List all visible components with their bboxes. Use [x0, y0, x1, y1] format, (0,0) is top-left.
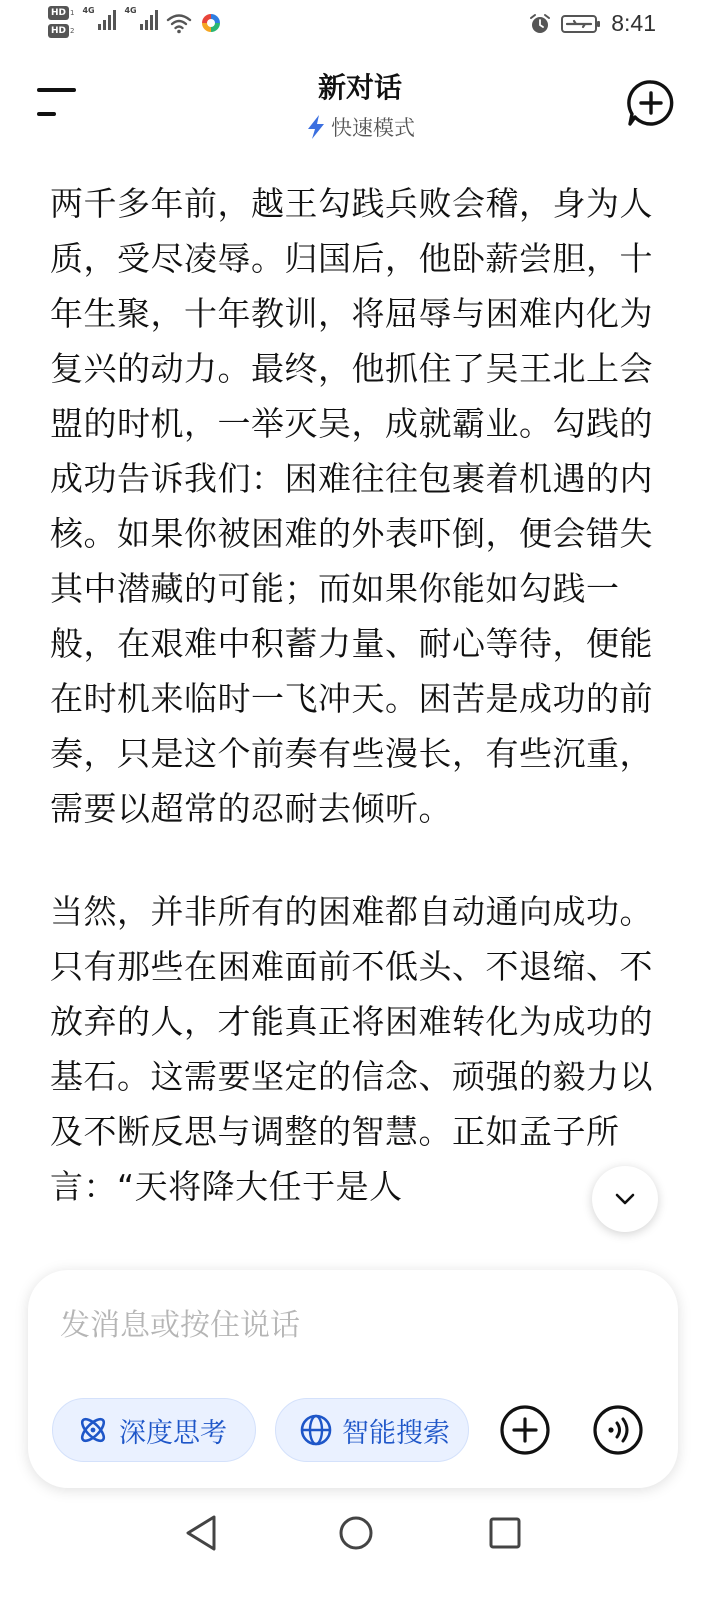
mode-selector[interactable]: [305, 112, 415, 142]
message-composer: [28, 1270, 678, 1488]
hd-badge-label: HD: [48, 24, 69, 38]
network-type-label: 4G: [82, 6, 95, 15]
signal-icon: [124, 6, 158, 30]
status-bar: [0, 0, 720, 52]
new-chat-plus-icon[interactable]: [626, 78, 676, 128]
atom-icon: [75, 1412, 111, 1448]
hd-indicators: [48, 6, 74, 38]
deep-think-label: 深度思考: [119, 1417, 227, 1449]
mode-label: 快速模式: [331, 116, 415, 140]
system-navigation-bar: [0, 1500, 720, 1600]
message-paragraph: 两千多年前，越王勾践兵败会稽，身为人质，受尽凌辱。归国后，他卧薪尝胆，十年生聚，十年教训，将屈辱与困难内化为复兴的动力。最终，他抓住了吴王北上会盟的时机，一举灭吴，成就霸业。勾践的成功告诉我们：困难往往包裹着机遇的内核。如果你被困难的外表吓倒，便会错失其中潜藏的可能；而如果你能如勾践一般，在艰难中积蓄力量、耐心等待，便能在时机来临时一飞冲天。困苦是成功的前奏，只是这个前奏有些漫长，有些沉重，需要以超常的忍耐去倾听。: [50, 184, 653, 828]
chevron-down-icon: [611, 1185, 639, 1213]
alarm-icon: [529, 13, 551, 35]
hd-icon: [48, 24, 74, 38]
status-bar-right: [529, 10, 656, 37]
status-bar-left: [48, 6, 222, 38]
title-area: [0, 66, 720, 144]
deep-think-button[interactable]: [52, 1398, 256, 1462]
message-input[interactable]: 发消息或按住说话: [60, 1308, 300, 1343]
hd-icon: [48, 6, 74, 20]
voice-call-icon[interactable]: [592, 1404, 644, 1456]
home-circle-icon[interactable]: [331, 1508, 381, 1558]
assistant-message: [50, 176, 655, 1214]
lightning-bolt-icon: [305, 114, 327, 140]
smart-search-button[interactable]: [275, 1398, 469, 1462]
signal-bars: [98, 8, 116, 30]
signal-bars: [140, 8, 158, 30]
page-title: 新对话: [317, 71, 402, 104]
scroll-to-bottom-button[interactable]: [592, 1166, 658, 1232]
clock: 8:41: [611, 10, 656, 36]
app-notification-icon: [200, 12, 222, 34]
recent-apps-square-icon[interactable]: [480, 1508, 530, 1558]
hd-slot-number: 1: [70, 9, 75, 17]
signal-icon: [82, 6, 116, 30]
add-attachment-plus-icon[interactable]: [499, 1404, 551, 1456]
smart-search-label: 智能搜索: [342, 1417, 450, 1449]
content-fade: [0, 1235, 720, 1275]
wifi-icon: [166, 12, 192, 34]
back-triangle-icon[interactable]: [176, 1508, 226, 1558]
battery-charging-icon: [561, 14, 601, 34]
chat-header: [0, 52, 720, 152]
globe-icon: [298, 1412, 334, 1448]
hd-slot-number: 2: [70, 27, 75, 35]
network-type-label: 4G: [124, 6, 137, 15]
message-paragraph: 当然，并非所有的困难都自动通向成功。只有那些在困难面前不低头、不退缩、不放弃的人，才能真正将困难转化为成功的基石。这需要坚定的信念、顽强的毅力以及不断反思与调整的智慧。正如孟子所言：“天将降大任于是人: [50, 892, 653, 1206]
hd-badge-label: HD: [48, 6, 69, 20]
